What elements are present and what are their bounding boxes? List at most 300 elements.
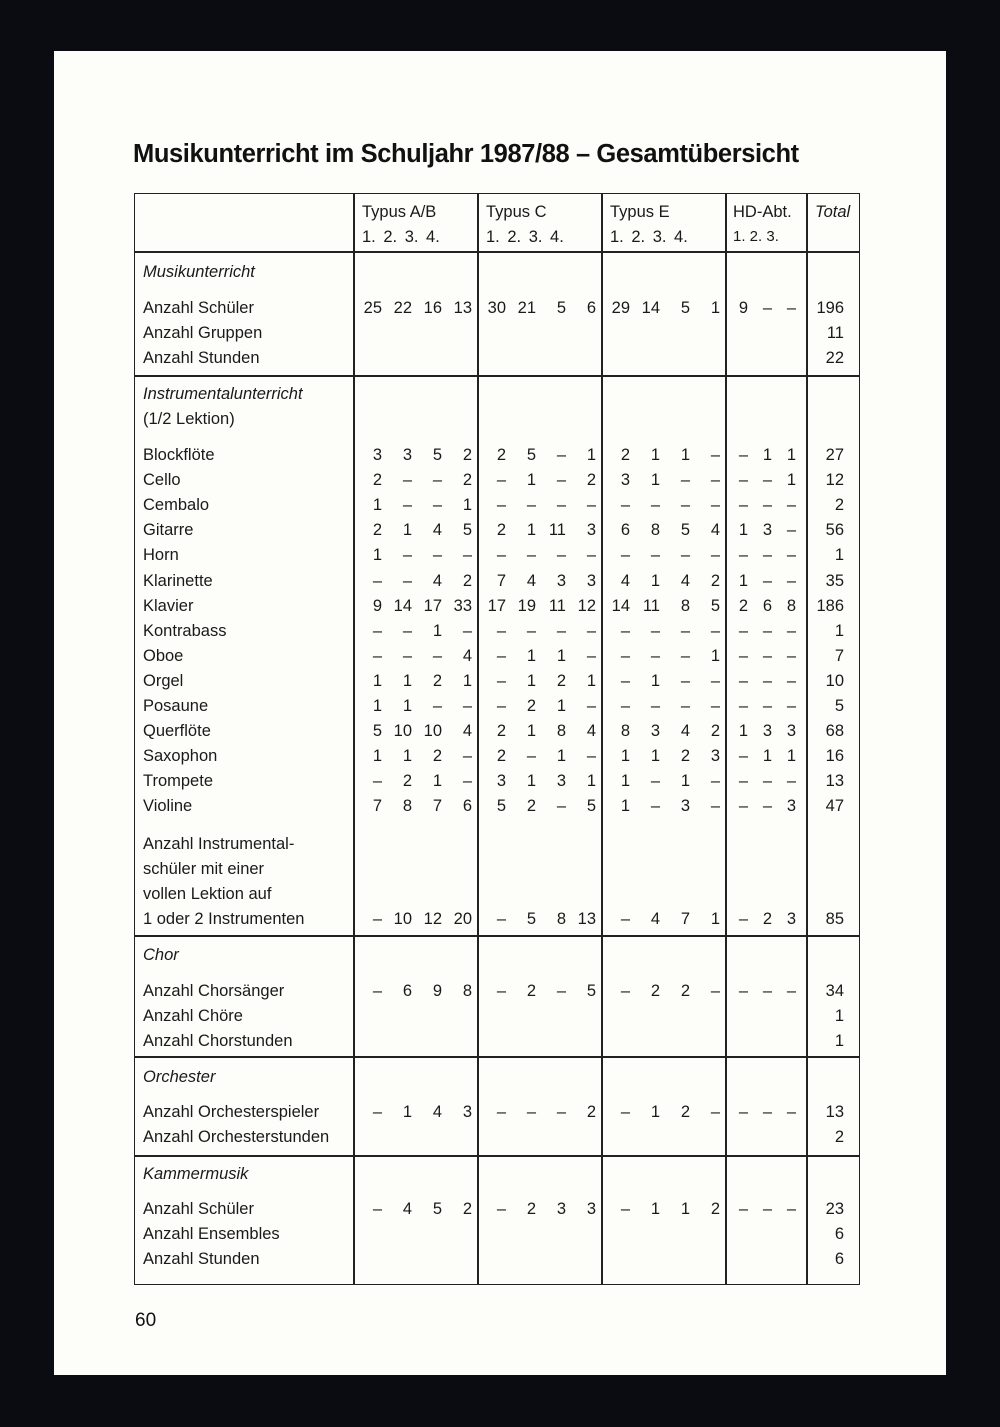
row-label: Orgel [143, 671, 184, 690]
cell-e-4: – [710, 546, 720, 565]
cell-c-2: 1 [526, 521, 536, 540]
cell-hd-3: 3 [786, 910, 796, 929]
cell-total: 1 [834, 546, 844, 565]
cell-hd-2: – [762, 1200, 772, 1218]
cell-hd-3: – [786, 521, 796, 540]
row-label: Anzahl Stunden [143, 1250, 260, 1269]
cell-c-3: 5 [556, 299, 566, 317]
cell-ab-2: 1 [402, 671, 412, 690]
cell-ab-3: – [432, 697, 442, 715]
row-label: Anzahl Ensembles [143, 1225, 280, 1244]
cell-e-4: 3 [710, 747, 720, 766]
cell-e-1: 2 [620, 446, 630, 464]
cell-c-2: 1 [526, 772, 536, 791]
cell-total: 12 [825, 471, 844, 490]
row-label: Querflöte [143, 722, 211, 741]
cell-c-3: 3 [556, 1200, 566, 1218]
cell-ab-3: – [432, 496, 442, 515]
cell-c-1: – [496, 697, 506, 715]
cell-c-3: 1 [556, 697, 566, 715]
cell-hd-1: – [738, 910, 748, 929]
row-label: Anzahl Chöre [143, 1007, 243, 1026]
header-total: Total [815, 203, 851, 221]
cell-ab-1: – [372, 910, 382, 929]
cell-hd-3: 1 [786, 471, 796, 490]
cell-c-4: – [586, 546, 596, 565]
cell-ab-2: 3 [402, 446, 412, 464]
cell-e-3: – [680, 671, 690, 690]
cell-c-2: – [526, 546, 536, 565]
cell-e-4: – [710, 496, 720, 515]
cell-total: 34 [825, 982, 844, 1000]
cell-ab-4: 13 [453, 299, 472, 317]
cell-ab-4: 2 [462, 471, 472, 490]
cell-ab-4: – [462, 772, 472, 791]
cell-hd-2: 6 [762, 596, 772, 615]
section-title: Chor [143, 946, 179, 964]
cell-e-3: 1 [680, 772, 690, 791]
cell-ab-1: 1 [372, 671, 382, 690]
cell-c-3: 1 [556, 747, 566, 766]
cell-c-4: – [586, 621, 596, 640]
cell-e-3: 2 [680, 747, 690, 766]
cell-hd-3: – [786, 621, 796, 640]
cell-c-3: 11 [548, 521, 566, 540]
cell-e-1: 1 [620, 772, 630, 791]
cell-hd-3: 1 [786, 747, 796, 766]
cell-hd-1: 2 [738, 596, 748, 615]
cell-e-1: 4 [620, 571, 630, 590]
header-typus-e: Typus E [610, 203, 670, 221]
cell-e-2: – [650, 697, 660, 715]
page-number: 60 [135, 1310, 157, 1331]
cell-ab-2: 4 [402, 1200, 412, 1218]
cell-total: 11 [826, 324, 844, 343]
cell-c-3: – [556, 797, 566, 816]
cell-ab-4: 3 [462, 1103, 472, 1121]
cell-ab-4: 33 [453, 596, 472, 615]
cell-hd-1: – [738, 982, 748, 1000]
cell-e-2: – [650, 797, 660, 816]
cell-total: 196 [816, 299, 844, 317]
cell-ab-1: – [372, 646, 382, 665]
cell-ab-4: – [462, 697, 472, 715]
cell-e-2: 1 [650, 446, 660, 464]
cell-ab-3: – [432, 546, 442, 565]
cell-total: 186 [816, 596, 844, 615]
section-title: Musikunterricht [143, 263, 255, 281]
cell-ab-2: – [402, 621, 412, 640]
cell-c-4: 13 [577, 910, 596, 929]
cell-c-3: 3 [556, 772, 566, 791]
cell-total: 47 [825, 797, 844, 816]
full-lesson-label-line: Anzahl Instrumental- [143, 835, 295, 853]
header-hd-abt-years: 1. 2. 3. [733, 228, 779, 245]
cell-c-4: 1 [586, 772, 596, 791]
cell-c-4: – [586, 747, 596, 766]
cell-hd-2: – [762, 1103, 772, 1121]
row-label: Gitarre [143, 521, 194, 540]
cell-e-2: – [650, 621, 660, 640]
cell-total: 2 [834, 1128, 844, 1147]
cell-e-2: 1 [650, 747, 660, 766]
cell-hd-1: 9 [738, 299, 748, 317]
cell-ab-3: 1 [432, 772, 442, 791]
cell-ab-3: – [432, 471, 442, 490]
cell-c-3: 11 [548, 596, 566, 615]
cell-hd-3: – [786, 982, 796, 1000]
cell-c-1: – [496, 1103, 506, 1121]
cell-c-1: 5 [496, 797, 506, 816]
row-label: Anzahl Schüler [143, 1200, 254, 1218]
cell-hd-2: – [762, 571, 772, 590]
cell-e-1: – [620, 982, 630, 1000]
cell-e-4: – [710, 671, 720, 690]
cell-c-2: 2 [526, 797, 536, 816]
cell-e-2: – [650, 546, 660, 565]
cell-ab-4: 4 [462, 722, 472, 741]
cell-e-2: 14 [641, 299, 660, 317]
cell-total: 5 [834, 697, 844, 715]
cell-ab-2: 10 [393, 910, 412, 929]
cell-ab-3: 10 [423, 722, 442, 741]
cell-ab-1: 25 [363, 299, 382, 317]
row-label: Anzahl Chorsänger [143, 982, 285, 1000]
cell-c-3: – [556, 621, 566, 640]
cell-ab-2: 1 [402, 1103, 412, 1121]
cell-c-3: 8 [556, 722, 566, 741]
cell-hd-1: – [738, 797, 748, 816]
cell-c-4: 4 [586, 722, 596, 741]
cell-hd-3: 1 [786, 446, 796, 464]
row-label: Anzahl Chorstunden [143, 1032, 293, 1051]
cell-ab-1: 1 [372, 546, 382, 565]
cell-ab-1: 1 [372, 697, 382, 715]
cell-c-4: 3 [586, 571, 596, 590]
cell-total: 35 [825, 571, 844, 590]
row-label: Klavier [143, 596, 194, 615]
cell-c-3: 8 [556, 910, 566, 929]
cell-hd-1: – [738, 546, 748, 565]
cell-total: 10 [825, 671, 844, 690]
cell-ab-1: 2 [372, 471, 382, 490]
cell-hd-3: – [786, 571, 796, 590]
cell-c-2: 5 [526, 446, 536, 464]
cell-ab-1: 7 [372, 797, 382, 816]
cell-e-3: 2 [680, 982, 690, 1000]
cell-e-3: 5 [680, 299, 690, 317]
cell-e-2: 8 [650, 521, 660, 540]
cell-e-1: – [620, 621, 630, 640]
cell-e-1: 14 [611, 596, 630, 615]
row-label: Anzahl Gruppen [143, 324, 263, 343]
cell-e-1: 8 [620, 722, 630, 741]
cell-e-3: – [680, 697, 690, 715]
cell-e-4: 2 [710, 722, 720, 741]
cell-e-2: 4 [650, 910, 660, 929]
cell-c-4: 2 [586, 471, 596, 490]
cell-c-1: 2 [496, 521, 506, 540]
cell-c-2: 2 [526, 697, 536, 715]
cell-e-1: – [620, 496, 630, 515]
cell-ab-3: 5 [432, 446, 442, 464]
section-title: Instrumentalunterricht [143, 385, 303, 403]
cell-e-3: 5 [680, 521, 690, 540]
cell-ab-4: – [462, 621, 472, 640]
cell-e-3: 1 [680, 1200, 690, 1218]
cell-hd-2: 1 [762, 446, 772, 464]
cell-e-2: 1 [650, 571, 660, 590]
cell-total: 1 [834, 621, 844, 640]
cell-ab-1: 2 [372, 521, 382, 540]
cell-e-4: 1 [710, 910, 720, 929]
cell-c-2: 2 [526, 982, 536, 1000]
cell-c-3: – [556, 446, 566, 464]
cell-e-3: – [680, 646, 690, 665]
cell-c-4: 5 [586, 797, 596, 816]
full-lesson-label-line: vollen Lektion auf [143, 885, 272, 904]
page-title: Musikunterricht im Schuljahr 1987/88 – Gesamtübersicht [133, 140, 799, 168]
cell-ab-4: – [462, 546, 472, 565]
header-hd-abt: HD-Abt. [733, 203, 792, 221]
row-label: Blockflöte [143, 446, 215, 464]
cell-c-1: 3 [496, 772, 506, 791]
cell-c-4: 6 [586, 299, 596, 317]
cell-hd-2: – [762, 671, 772, 690]
full-lesson-label-line: schüler mit einer [143, 860, 265, 879]
section-divider [134, 1056, 860, 1058]
row-label: Anzahl Schüler [143, 299, 254, 317]
cell-total: 68 [825, 722, 844, 741]
header-typus-ab-years: 1. 2. 3. 4. [362, 228, 440, 246]
cell-e-4: 4 [710, 521, 720, 540]
cell-hd-2: 3 [762, 521, 772, 540]
column-divider [601, 193, 603, 1285]
cell-hd-2: 2 [762, 910, 772, 929]
cell-hd-1: – [738, 496, 748, 515]
cell-ab-3: 2 [432, 671, 442, 690]
cell-ab-3: 9 [432, 982, 442, 1000]
cell-hd-3: – [786, 772, 796, 791]
cell-c-4: – [586, 646, 596, 665]
cell-c-3: – [556, 1103, 566, 1121]
cell-e-4: 2 [710, 1200, 720, 1218]
cell-c-3: – [556, 546, 566, 565]
cell-c-3: 3 [556, 571, 566, 590]
cell-ab-1: – [372, 621, 382, 640]
cell-hd-1: – [738, 471, 748, 490]
cell-hd-1: 1 [738, 521, 748, 540]
cell-ab-1: – [372, 982, 382, 1000]
cell-ab-1: 1 [372, 747, 382, 766]
cell-hd-2: 1 [762, 747, 772, 766]
cell-e-3: – [680, 621, 690, 640]
row-label: Anzahl Orchesterstunden [143, 1128, 330, 1147]
section-title: Orchester [143, 1068, 216, 1086]
cell-hd-1: – [738, 646, 748, 665]
cell-c-3: – [556, 982, 566, 1000]
cell-e-4: – [710, 982, 720, 1000]
row-label: Trompete [143, 772, 213, 791]
cell-e-3: 2 [680, 1103, 690, 1121]
cell-ab-1: 5 [372, 722, 382, 741]
cell-hd-3: – [786, 496, 796, 515]
cell-e-3: 1 [680, 446, 690, 464]
cell-total: 6 [834, 1250, 844, 1269]
cell-total: 13 [825, 772, 844, 791]
cell-e-4: – [710, 471, 720, 490]
cell-ab-4: 5 [462, 521, 472, 540]
cell-ab-3: 16 [423, 299, 442, 317]
cell-total: 6 [834, 1225, 844, 1244]
cell-c-2: 5 [526, 910, 536, 929]
cell-c-1: – [496, 982, 506, 1000]
cell-e-1: – [620, 1103, 630, 1121]
cell-c-1: 2 [496, 747, 506, 766]
cell-c-1: – [496, 1200, 506, 1218]
cell-c-1: 7 [496, 571, 506, 590]
cell-e-2: – [650, 496, 660, 515]
cell-ab-2: 2 [402, 772, 412, 791]
cell-e-3: – [680, 546, 690, 565]
cell-ab-2: – [402, 646, 412, 665]
cell-e-4: 5 [710, 596, 720, 615]
cell-c-1: – [496, 621, 506, 640]
cell-e-1: 29 [611, 299, 630, 317]
cell-c-2: 2 [526, 1200, 536, 1218]
cell-e-4: 1 [710, 646, 720, 665]
cell-c-1: – [496, 910, 506, 929]
cell-c-1: – [496, 646, 506, 665]
cell-ab-2: – [402, 471, 412, 490]
cell-e-1: – [620, 646, 630, 665]
cell-ab-1: – [372, 1103, 382, 1121]
cell-hd-2: – [762, 797, 772, 816]
cell-total: 2 [834, 496, 844, 515]
cell-ab-3: 7 [432, 797, 442, 816]
cell-e-2: 11 [642, 596, 660, 615]
cell-e-2: – [650, 646, 660, 665]
cell-ab-3: 1 [432, 621, 442, 640]
cell-hd-1: – [738, 697, 748, 715]
cell-hd-2: – [762, 496, 772, 515]
cell-e-2: 1 [650, 1200, 660, 1218]
cell-c-1: 17 [487, 596, 506, 615]
cell-total: 56 [825, 521, 844, 540]
cell-hd-1: 1 [738, 722, 748, 741]
cell-total: 16 [825, 747, 844, 766]
cell-c-1: – [496, 471, 506, 490]
cell-ab-4: 20 [453, 910, 472, 929]
cell-total: 1 [834, 1007, 844, 1026]
cell-total: 23 [825, 1200, 844, 1218]
cell-e-3: 4 [680, 571, 690, 590]
row-label: Posaune [143, 697, 209, 715]
cell-ab-4: 2 [462, 446, 472, 464]
cell-ab-2: 8 [402, 797, 412, 816]
section-divider [134, 375, 860, 377]
cell-c-4: 2 [586, 1103, 596, 1121]
cell-total: 7 [834, 646, 844, 665]
cell-ab-2: 22 [393, 299, 412, 317]
cell-c-4: 1 [586, 446, 596, 464]
cell-ab-2: 10 [393, 722, 412, 741]
cell-c-1: 2 [496, 722, 506, 741]
cell-c-4: 12 [577, 596, 596, 615]
cell-e-1: – [620, 546, 630, 565]
cell-e-1: 3 [620, 471, 630, 490]
cell-e-3: – [680, 496, 690, 515]
cell-total: 22 [825, 349, 844, 368]
cell-hd-2: – [762, 772, 772, 791]
cell-c-2: 19 [517, 596, 536, 615]
full-lesson-label-line: 1 oder 2 Instrumenten [143, 910, 305, 929]
cell-e-4: 2 [710, 571, 720, 590]
cell-hd-1: – [738, 671, 748, 690]
cell-c-1: 2 [496, 446, 506, 464]
row-label: Horn [143, 546, 179, 565]
section-divider [134, 935, 860, 937]
header-typus-c-years: 1. 2. 3. 4. [486, 228, 564, 246]
section-title: Kammermusik [143, 1165, 249, 1183]
section-divider [134, 1155, 860, 1157]
cell-c-4: – [586, 697, 596, 715]
cell-hd-2: – [762, 697, 772, 715]
cell-c-4: 3 [586, 1200, 596, 1218]
cell-ab-3: 5 [432, 1200, 442, 1218]
cell-hd-2: 3 [762, 722, 772, 741]
cell-e-4: – [710, 1103, 720, 1121]
row-label: Cello [143, 471, 181, 490]
cell-hd-1: – [738, 747, 748, 766]
cell-e-1: – [620, 671, 630, 690]
cell-ab-4: 2 [462, 571, 472, 590]
header-typus-c: Typus C [486, 203, 547, 221]
row-label: Anzahl Orchesterspieler [143, 1103, 320, 1121]
header-divider [134, 251, 860, 253]
cell-ab-4: 4 [462, 646, 472, 665]
row-label: Anzahl Stunden [143, 349, 260, 368]
cell-hd-1: – [738, 1103, 748, 1121]
cell-e-2: 2 [650, 982, 660, 1000]
cell-ab-3: 2 [432, 747, 442, 766]
cell-c-1: – [496, 496, 506, 515]
cell-ab-3: 12 [423, 910, 442, 929]
cell-e-4: – [710, 772, 720, 791]
cell-c-2: – [526, 496, 536, 515]
row-label: Violine [143, 797, 193, 816]
cell-hd-3: – [786, 299, 796, 317]
cell-hd-2: – [762, 646, 772, 665]
cell-c-4: 5 [586, 982, 596, 1000]
cell-e-4: – [710, 446, 720, 464]
cell-ab-2: – [402, 546, 412, 565]
cell-ab-4: 1 [462, 671, 472, 690]
cell-e-1: – [620, 910, 630, 929]
cell-ab-3: 17 [423, 596, 442, 615]
cell-e-3: – [680, 471, 690, 490]
cell-hd-3: 3 [786, 722, 796, 741]
cell-e-1: 1 [620, 797, 630, 816]
cell-total: 1 [834, 1032, 844, 1051]
cell-c-3: 2 [556, 671, 566, 690]
cell-ab-1: 3 [372, 446, 382, 464]
cell-hd-3: – [786, 646, 796, 665]
cell-ab-2: – [402, 496, 412, 515]
row-label: Cembalo [143, 496, 210, 515]
row-label: Klarinette [143, 571, 213, 590]
cell-ab-2: 6 [402, 982, 412, 1000]
